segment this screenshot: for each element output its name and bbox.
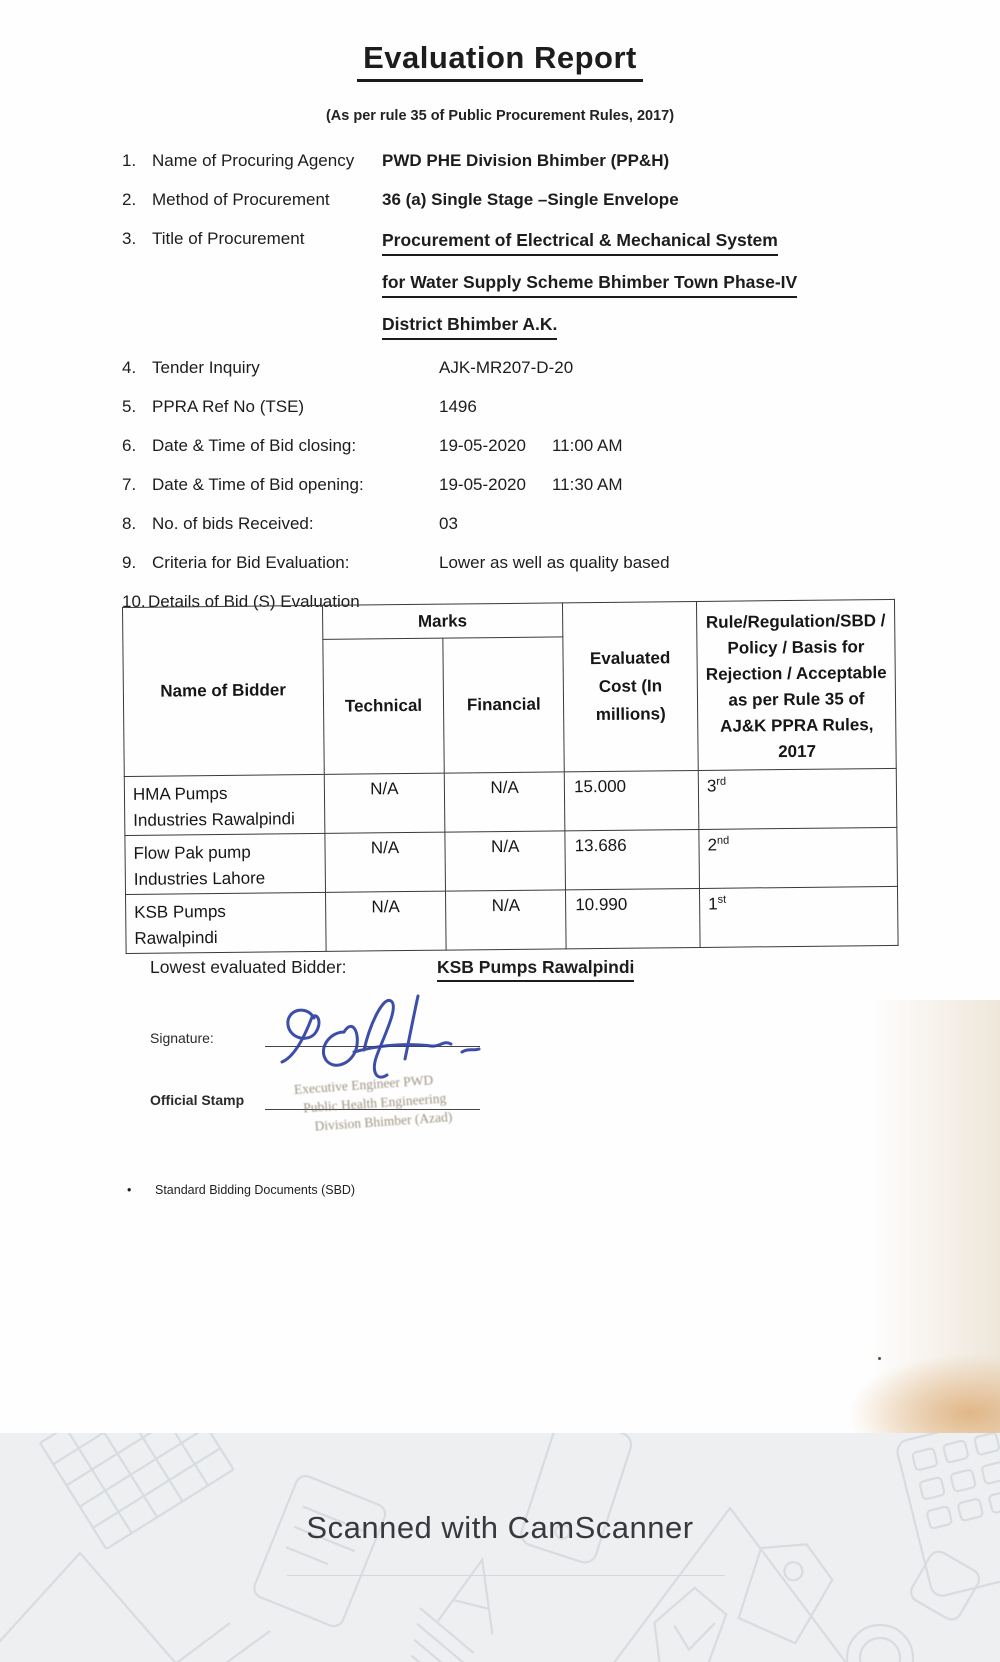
col-header-financial: Financial	[443, 637, 564, 773]
field-value-time: 11:30 AM	[551, 475, 623, 494]
lowest-bidder-label: Lowest evaluated Bidder:	[150, 957, 347, 977]
field-number: 9.	[122, 553, 137, 572]
field-number: 2.	[122, 190, 137, 209]
col-header-technical: Technical	[322, 639, 444, 775]
field-value: AJK-MR207-D-20	[439, 358, 574, 377]
rank: 1st	[700, 886, 899, 947]
col-header-rule-basis: Rule/Regulation/SBD / Policy / Basis for Rejection / Acceptable as per Rule 35 of AJ&K PPRA Rules, 2017	[697, 599, 897, 770]
bullet: •	[127, 1183, 132, 1197]
stamp-line-1: Executive Engineer PWD	[293, 1072, 434, 1098]
scan-corner-background	[850, 1355, 1000, 1433]
rank: 2nd	[699, 827, 898, 888]
table-row-hma	[124, 768, 897, 835]
procurement-title-line: for Water Supply Scheme Bhimber Town Phase-IV	[382, 270, 797, 298]
scan-speck	[878, 1357, 881, 1360]
field-row-ppra-ref	[122, 396, 960, 418]
camscanner-text: Scanned with CamScanner	[306, 1510, 694, 1545]
camscanner-footer	[0, 1433, 1000, 1662]
field-number: 8.	[122, 514, 137, 533]
lowest-bidder-value: KSB Pumps Rawalpindi	[437, 957, 634, 982]
field-value-date: 19-05-2020	[439, 475, 526, 494]
table-row-flowpak	[125, 827, 898, 894]
field-value-multiline	[382, 228, 797, 340]
bid-evaluation-table	[122, 599, 899, 954]
table-row-ksb	[126, 886, 899, 953]
stamp-line-2: Public Health Engineering	[302, 1090, 447, 1116]
camscanner-underline	[287, 1575, 725, 1576]
field-label: Details of Bid (S) Evaluation	[148, 592, 360, 611]
bidder-name: HMA Pumps Industries Rawalpindi	[124, 774, 324, 835]
field-value: Lower as well as quality based	[439, 553, 670, 572]
field-row-bid-closing	[122, 435, 960, 457]
lowest-bidder-row	[150, 957, 634, 982]
field-label: Method of Procurement	[152, 190, 330, 209]
technical-marks: N/A	[324, 773, 445, 833]
field-list	[122, 150, 960, 630]
field-value-date: 19-05-2020	[439, 436, 526, 455]
field-row-method	[122, 189, 960, 211]
field-label: Criteria for Bid Evaluation:	[152, 553, 350, 572]
col-header-name-of-bidder: Name of Bidder	[123, 605, 324, 776]
field-row-title-of-procurement	[122, 228, 960, 340]
bidder-name: Flow Pak pump Industries Lahore	[125, 833, 325, 894]
field-label: Name of Procuring Agency	[152, 151, 355, 170]
field-number: 10.	[122, 592, 146, 611]
technical-marks: N/A	[324, 832, 445, 892]
financial-marks: N/A	[445, 831, 565, 891]
footnote-text: Standard Bidding Documents (SBD)	[155, 1183, 356, 1197]
procurement-title-line: District Bhimber A.K.	[382, 312, 557, 340]
signature-label: Signature:	[150, 1030, 214, 1046]
field-label: Date & Time of Bid opening:	[152, 475, 364, 494]
field-label: Date & Time of Bid closing:	[152, 436, 357, 455]
field-label: No. of bids Received:	[152, 514, 314, 533]
field-value: PWD PHE Division Bhimber (PP&H)	[382, 151, 670, 170]
bidder-name: KSB Pumps Rawalpindi	[126, 892, 326, 953]
field-row-bid-opening	[122, 474, 960, 496]
footnote	[127, 1183, 355, 1197]
field-number: 3.	[122, 229, 137, 248]
field-row-procuring-agency	[122, 150, 960, 172]
procurement-title-line: Procurement of Electrical & Mechanical System	[382, 228, 778, 256]
field-label: Title of Procurement	[152, 229, 305, 248]
field-value-time: 11:00 AM	[551, 436, 623, 455]
field-number: 7.	[122, 475, 137, 494]
field-number: 6.	[122, 436, 137, 455]
footer-doodle-pattern	[0, 1433, 1000, 1662]
evaluated-cost: 10.990	[566, 888, 701, 948]
field-row-criteria	[122, 552, 960, 574]
field-value: 36 (a) Single Stage –Single Envelope	[382, 190, 679, 209]
field-number: 1.	[122, 151, 137, 170]
official-stamp-label: Official Stamp	[150, 1092, 245, 1108]
col-header-evaluated-cost: Evaluated Cost (In millions)	[563, 601, 699, 771]
field-value: 03	[439, 514, 458, 533]
financial-marks: N/A	[445, 772, 565, 832]
field-label: Tender Inquiry	[152, 358, 260, 377]
evaluated-cost: 15.000	[564, 770, 699, 830]
field-number: 5.	[122, 397, 137, 416]
col-header-marks: Marks	[322, 603, 563, 640]
field-label: PPRA Ref No (TSE)	[152, 397, 305, 416]
field-row-bids-received	[122, 513, 960, 535]
field-number: 4.	[122, 358, 137, 377]
page-title: Evaluation Report	[357, 40, 643, 82]
page-subtitle: (As per rule 35 of Public Procurement Rules, 2017)	[325, 108, 675, 124]
stamp-line-3: Division Bhimber (Azad)	[314, 1109, 453, 1134]
rank: 3rd	[698, 768, 897, 829]
title-wrap	[0, 40, 1000, 82]
technical-marks: N/A	[325, 891, 446, 951]
evaluated-cost: 13.686	[565, 829, 700, 889]
field-value: 1496	[439, 397, 477, 416]
field-row-tender-inquiry	[122, 357, 960, 379]
financial-marks: N/A	[446, 890, 566, 950]
